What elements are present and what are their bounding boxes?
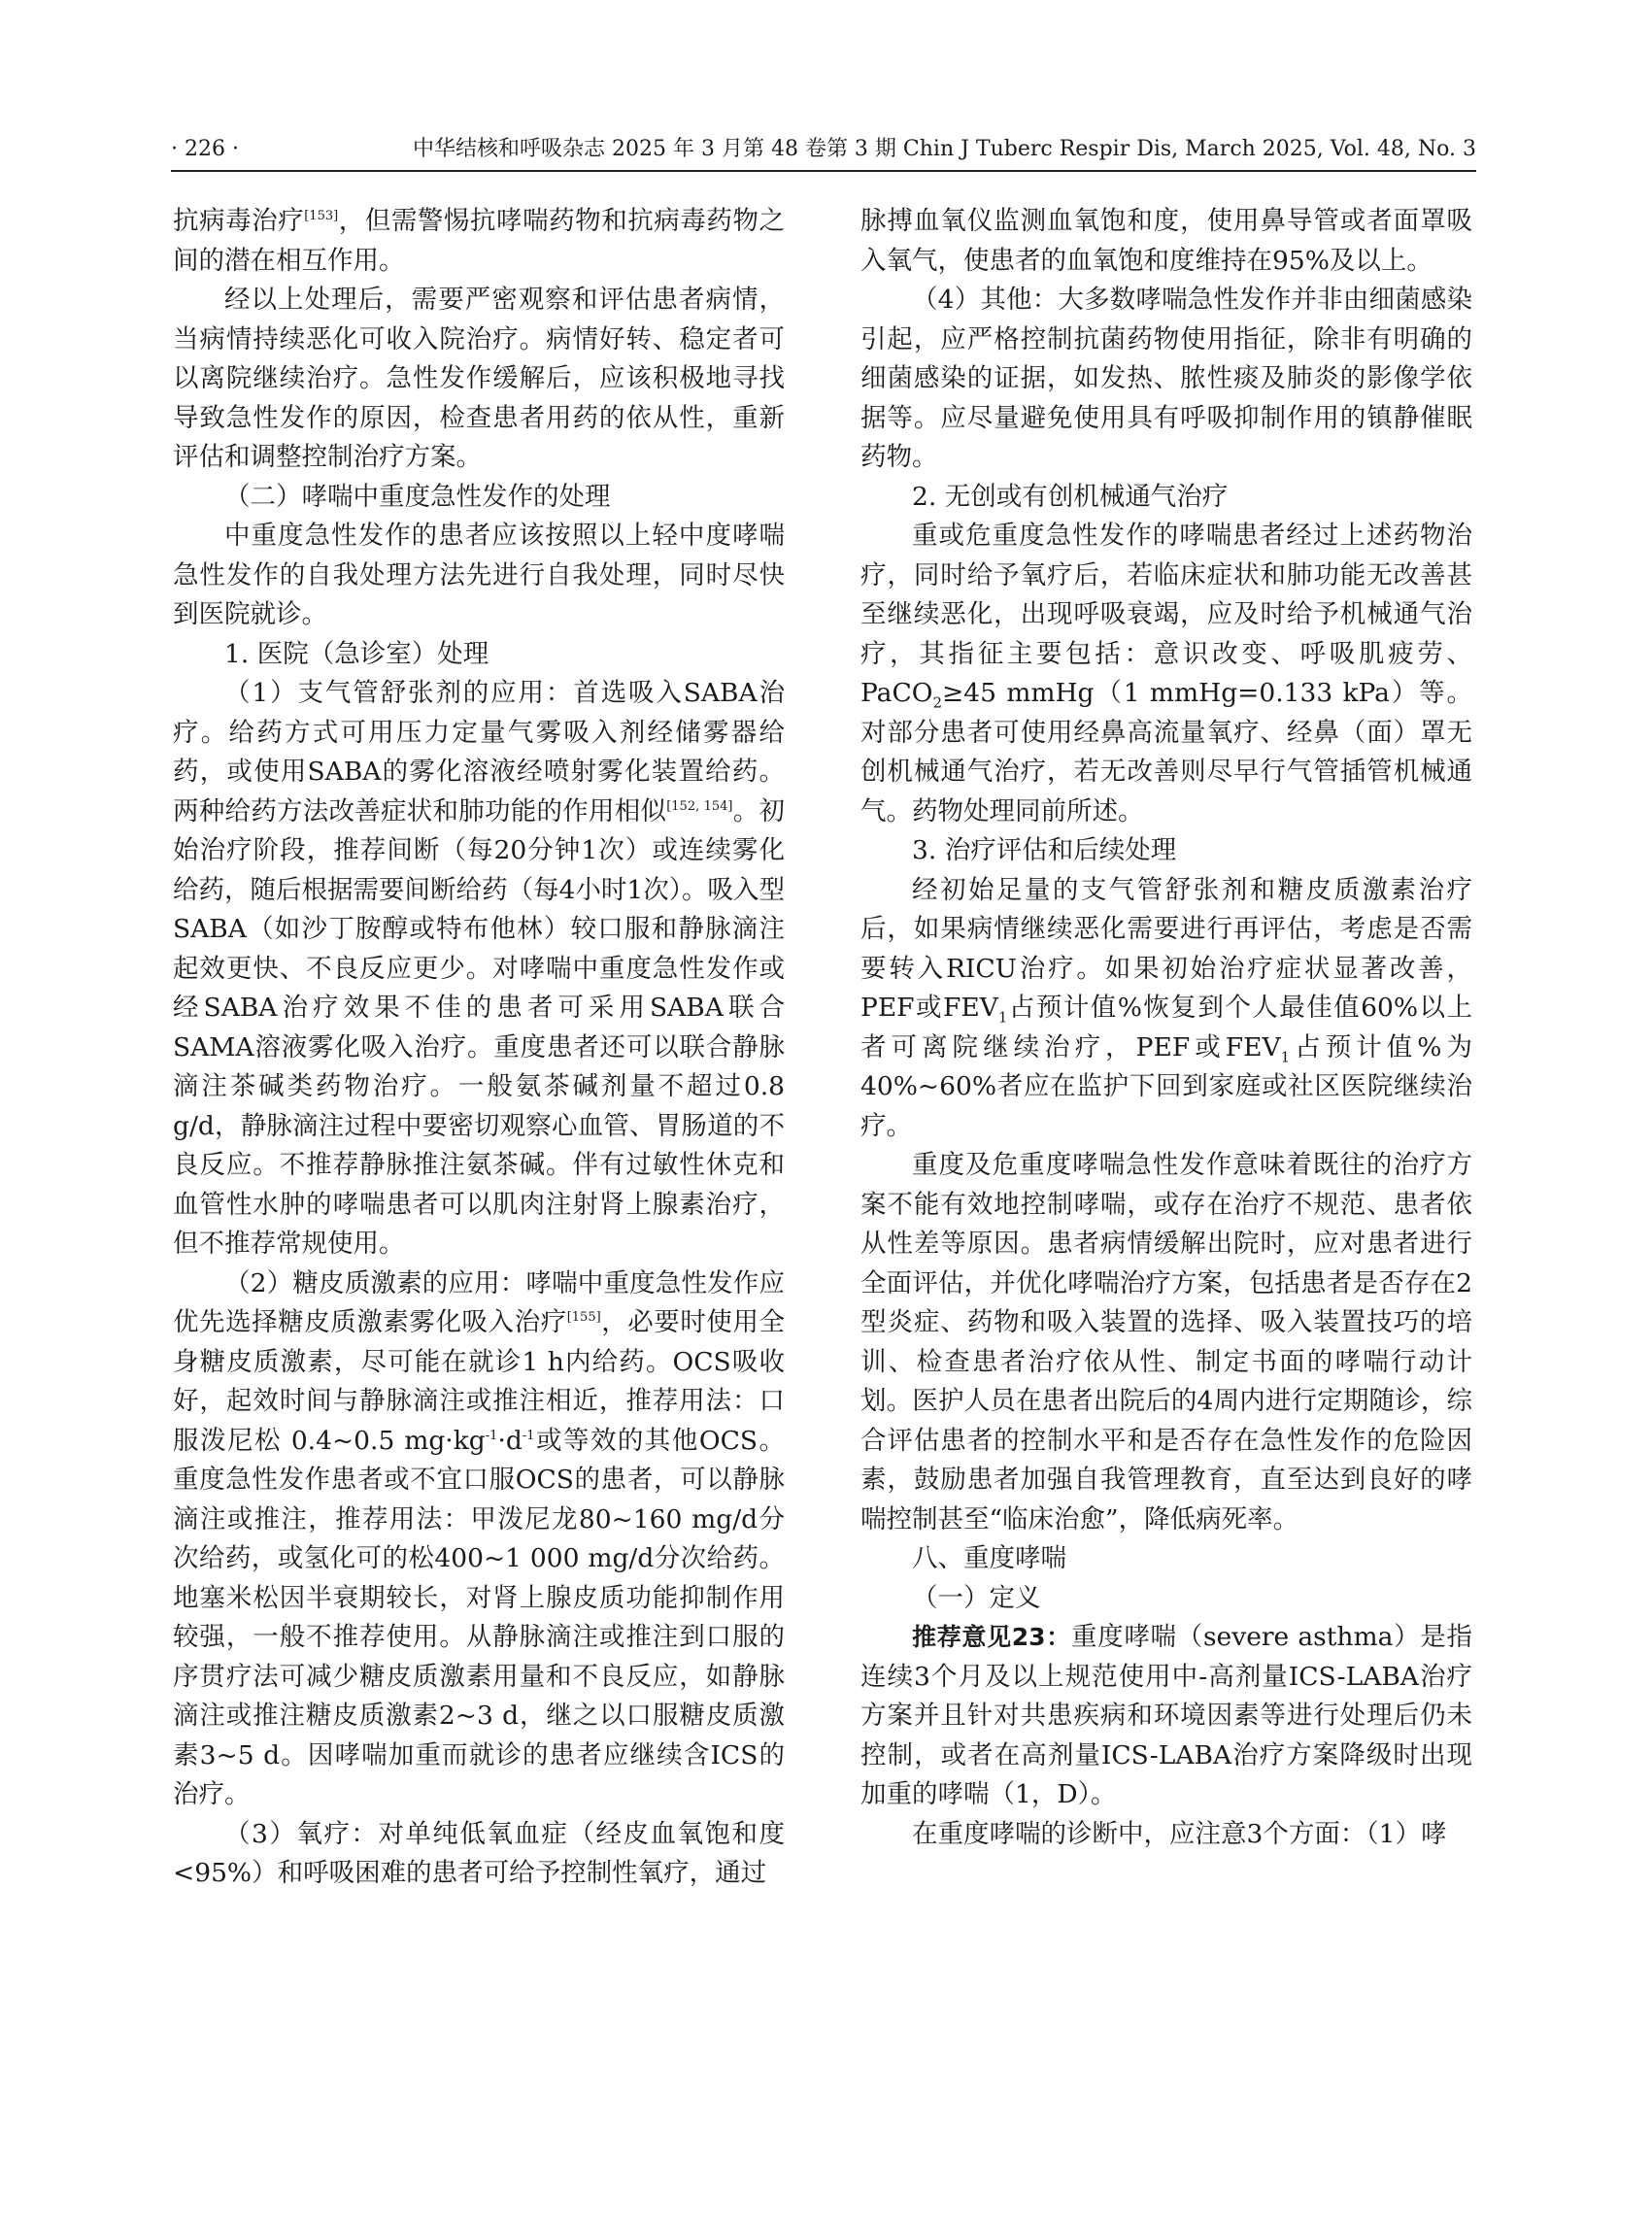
citation-ref: [152, 154] xyxy=(666,798,733,814)
citation-ref: [155] xyxy=(566,1310,601,1326)
page-number: · 226 · xyxy=(171,137,239,161)
subsection-heading: 2. 无创或有创机械通气治疗 xyxy=(912,481,1229,512)
section-heading: （一）定义 xyxy=(912,1582,1041,1613)
paragraph: 脉搏血氧仪监测血氧饱和度，使用鼻导管或者面罩吸入氧气，使患者的血氧饱和度维持在95%及以上。 xyxy=(860,206,1472,276)
right-column xyxy=(860,202,1472,1854)
left-column xyxy=(173,202,785,1894)
paragraph: （1）支气管舒张剂的应用：首选吸入SABA治疗。给药方式可用压力定量气雾吸入剂经储雾器给药，或使用SABA的雾化溶液经喷射雾化装置给药。两种给药方法改善症状和肺功能的作用相似[152, 154]。初始治疗阶段，推荐间断（每20分钟1次）或连续雾化给药，随后根据需要间断给药（每4小时1次）。吸入型SABA（如沙丁胺醇或特布他林）较口服和静脉滴注起效更快、不良反应更少。对哮喘中重度急性发作或经SABA治疗效果不佳的患者可采用SABA联合SAMA溶液雾化吸入治疗。重度患者还可以联合静脉滴注茶碱类药物治疗。一般氨茶碱剂量不超过0.8 g/d，静脉滴注过程中要密切观察心血管、胃肠道的不良反应。不推荐静脉推注氨茶碱。伴有过敏性休克和血管性水肿的哮喘患者可以肌肉注射肾上腺素治疗，但不推荐常规使用。 xyxy=(173,678,786,1259)
subsection-heading: 1. 医院（急诊室）处理 xyxy=(224,638,489,669)
paragraph: 重或危重度急性发作的哮喘患者经过上述药物治疗，同时给予氧疗后，若临床症状和肺功能无改善甚至继续恶化，出现呼吸衰竭，应及时给予机械通气治疗，其指征主要包括：意识改变、呼吸肌疲劳、PaCO$_2$≥45 mmHg（1 mmHg=0.133 kPa）等。对部分患者可使用经鼻高流量氧疗、经鼻（面）罩无创机械通气治疗，若无改善则尽早行气管插管机械通气。药物处理同前所述。 xyxy=(860,521,1472,826)
subsection-heading: 3. 治疗评估和后续处理 xyxy=(912,835,1177,865)
paragraph: （3）氧疗：对单纯低氧血症（经皮血氧饱和度<95%）和呼吸困难的患者可给予控制性氧疗，通过 xyxy=(173,1818,785,1888)
section-heading: （二）哮喘中重度急性发作的处理 xyxy=(224,481,611,512)
paragraph: 中重度急性发作的患者应该按照以上轻中度哮喘急性发作的自我处理方法先进行自我处理，同时尽快到医院就诊。 xyxy=(173,521,785,629)
paragraph: 抗病毒治疗[153]，但需警惕抗哮喘药物和抗病毒药物之间的潜在相互作用。 xyxy=(173,206,785,276)
paragraph: 重度及危重度哮喘急性发作意味着既往的治疗方案不能有效地控制哮喘，或存在治疗不规范、患者依从性差等原因。患者病情缓解出院时，应对患者进行全面评估，并优化哮喘治疗方案，包括患者是否存在2型炎症、药物和吸入装置的选择、吸入装置技巧的培训、检查患者治疗依从性、制定书面的哮喘行动计划。医护人员在患者出院后的4周内进行定期随诊，综合评估患者的控制水平和是否存在急性发作的危险因素，鼓励患者加强自我管理教育，直至达到良好的哮喘控制甚至“临床治愈”，降低病死率。 xyxy=(860,1150,1472,1534)
recommendation-label: 推荐意见23： xyxy=(912,1623,1071,1651)
running-header xyxy=(171,133,1476,172)
paragraph: 经以上处理后，需要严密观察和评估患者病情，当病情持续恶化可收入院治疗。病情好转、稳定者可以离院继续治疗。急性发作缓解后，应该积极地寻找导致急性发作的原因，检查患者用药的依从性，重新评估和调整控制治疗方案。 xyxy=(173,285,785,472)
paragraph: 经初始足量的支气管舒张剂和糖皮质激素治疗后，如果病情继续恶化需要进行再评估，考虑是否需要转入RICU治疗。如果初始治疗症状显著改善，PEF或$FEV_1$占预计值%恢复到个人最佳值60%以上者可离院继续治疗，PEF或$FEV_1$占预计值%为40%~60%者应在监护下回到家庭或社区医院继续治疗。 xyxy=(860,874,1472,1141)
recommendation: 推荐意见23：重度哮喘（severe asthma）是指连续3个月及以上规范使用中-高剂量ICS-LABA治疗方案并且针对共患疾病和环境因素等进行处理后仍未控制，或者在高剂量ICS-LABA治疗方案降级时出现加重的哮喘（1，D）。 xyxy=(860,1622,1472,1809)
paragraph: （4）其他：大多数哮喘急性发作并非由细菌感染引起，应严格控制抗菌药物使用指征，除非有明确的细菌感染的证据，如发热、脓性痰及肺炎的影像学依据等。应尽量避免使用具有呼吸抑制作用的镇静催眠药物。 xyxy=(860,285,1472,472)
section-heading: 八、重度哮喘 xyxy=(912,1543,1066,1573)
citation-ref: [153] xyxy=(304,209,339,224)
paragraph: （2）糖皮质激素的应用：哮喘中重度急性发作应优先选择糖皮质激素雾化吸入治疗[155]，必要时使用全身糖皮质激素，尽可能在就诊1 h内给药。OCS吸收好，起效时间与静脉滴注或推注相近，推荐用法：口服泼尼松 0.4~0.5 $mg\cdot kg^{-1}\cdot d^{-1}$或等效的其他OCS。重度急性发作患者或不宜口服OCS的患者，可以静脉滴注或推注，推荐用法：甲泼尼龙80~160 mg/d分次给药，或氢化可的松400~1 000 mg/d分次给药。地塞米松因半衰期较长，对肾上腺皮质功能抑制作用较强，一般不推荐使用。从静脉滴注或推注到口服的序贯疗法可减少糖皮质激素用量和不良反应，如静脉滴注或推注糖皮质激素2~3 d，继之以口服糖皮质激素3~5 d。因哮喘加重而就诊的患者应继续含ICS的治疗。 xyxy=(173,1267,785,1809)
journal-citation: 中华结核和呼吸杂志 2025 年 3 月第 48 卷第 3 期 Chin J Tuberc Respir Dis, March 2025, Vol. 48, No. 3 xyxy=(413,137,1476,161)
paragraph: 在重度哮喘的诊断中，应注意3个方面：（1）哮 xyxy=(912,1818,1447,1849)
